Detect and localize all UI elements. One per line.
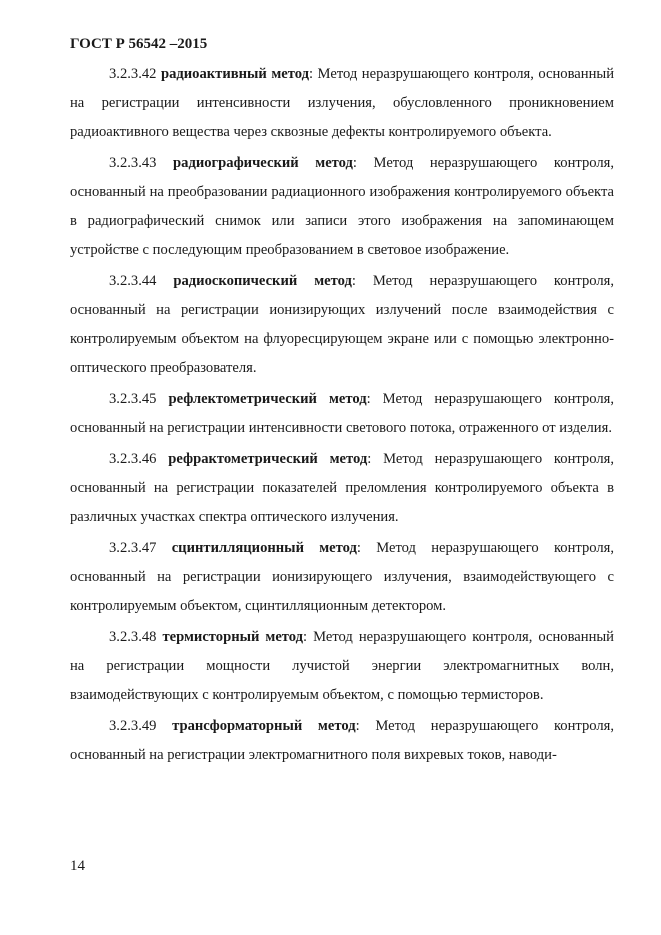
page-number: 14 xyxy=(70,858,85,874)
defined-term: рефрактометрический метод xyxy=(168,451,368,467)
definition-entry xyxy=(70,623,614,710)
document-header: ГОСТ Р 56542 –2015 xyxy=(70,36,208,52)
definition-text: : Метод неразрушающего контроля, основанный на регистрации электромагнитного поля вихревых токов, наводи- xyxy=(70,718,614,763)
definition-entry xyxy=(70,534,614,621)
definition-entry xyxy=(70,445,614,532)
definition-entry xyxy=(70,712,614,770)
definition-text: : Метод неразрушающего контроля, основанный на регистрации интенсивности излучения, обусловленного проникновением радиоактивного вещества через сквозные дефекты контролируемого объекта. xyxy=(70,66,615,140)
definition-text: : Метод неразрушающего контроля, основанный на регистрации ионизирующего излучения, взаимодействующего с контролируемым объектом, сцинтилляционным детектором. xyxy=(70,540,614,614)
definition-text: : Метод неразрушающего контроля, основанный на преобразовании радиационного изображения контролируемого объекта в радиографический снимок или записи этого изображения на запоминающем устройстве с последующим преобразованием в световое изображение. xyxy=(70,155,614,258)
defined-term: радиоскопический метод xyxy=(173,273,352,289)
clause-number: 3.2.3.45 xyxy=(109,391,157,407)
clause-number: 3.2.3.47 xyxy=(109,540,157,556)
defined-term: трансформаторный метод xyxy=(172,718,356,734)
clause-number: 3.2.3.49 xyxy=(109,718,157,734)
clause-number: 3.2.3.46 xyxy=(109,451,157,467)
defined-term: радиоактивный метод xyxy=(160,66,309,82)
definition-entry xyxy=(70,149,614,265)
definition-text: : Метод неразрушающего контроля, основанный на регистрации ионизирующих излучений после взаимодействия с контролируемым объектом на флуоресцирующем экране или с помощью электронно-оптического преобразователя. xyxy=(70,273,614,376)
definition-text: : Метод неразрушающего контроля, основанный на регистрации интенсивности светового потока, отраженного от изделия. xyxy=(70,391,614,436)
defined-term: радиографический метод xyxy=(173,155,353,171)
clause-number: 3.2.3.43 xyxy=(109,155,157,171)
definition-entry xyxy=(70,60,614,147)
definition-text: : Метод неразрушающего контроля, основанный на регистрации мощности лучистой энергии электромагнитных волн, взаимодействующих с контролируемым объектом, с помощью термисторов. xyxy=(70,629,614,703)
definition-text: : Метод неразрушающего контроля, основанный на регистрации показателей преломления контролируемого объекта в различных участках спектра оптического излучения. xyxy=(70,451,614,525)
clause-number: 3.2.3.42 xyxy=(109,66,157,82)
clause-number: 3.2.3.48 xyxy=(109,629,157,645)
defined-term: рефлектометрический метод xyxy=(168,391,367,407)
definition-entry xyxy=(70,385,614,443)
clause-number: 3.2.3.44 xyxy=(109,273,157,289)
defined-term: сцинтилляционный метод xyxy=(171,540,357,556)
document-body xyxy=(70,60,614,770)
definition-entry xyxy=(70,267,614,383)
defined-term: термисторный метод xyxy=(162,629,304,645)
